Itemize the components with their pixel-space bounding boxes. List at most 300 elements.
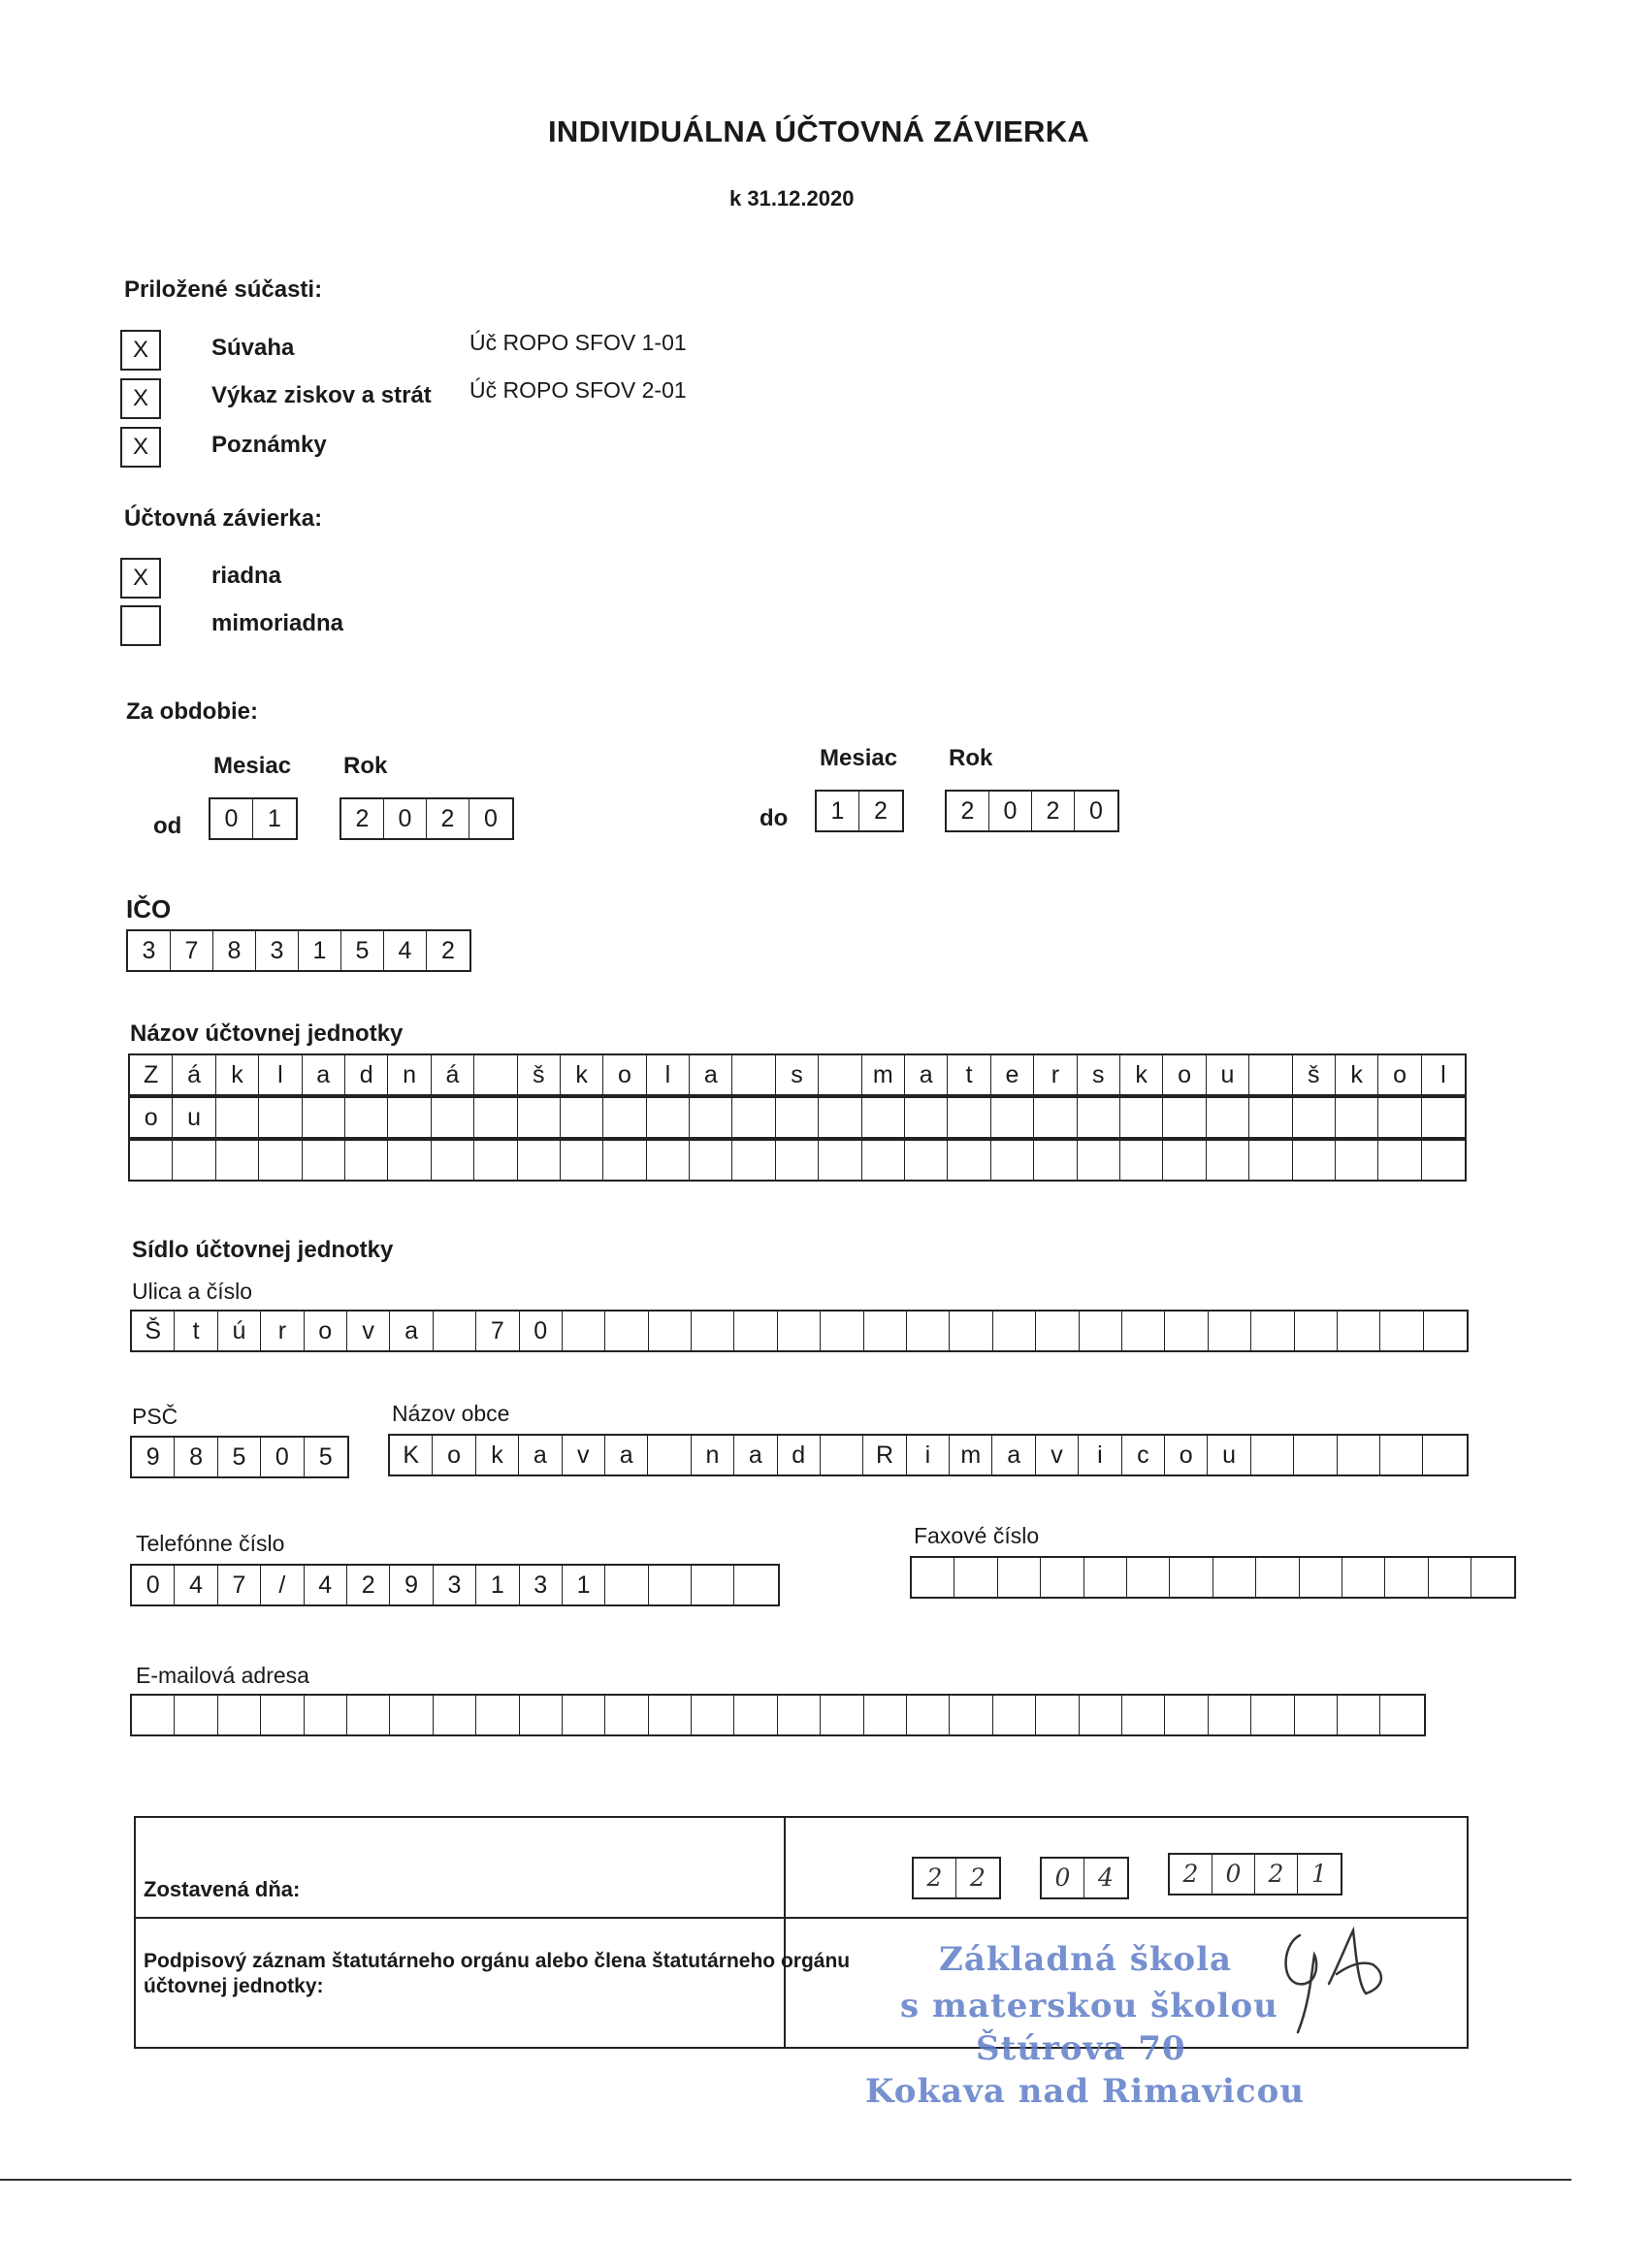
psc-field[interactable]: [130, 1436, 349, 1478]
char-cell[interactable]: [1127, 1558, 1170, 1597]
char-cell[interactable]: [1338, 1312, 1380, 1350]
fax-label: Faxové číslo: [914, 1523, 1040, 1548]
char-cell[interactable]: d: [345, 1055, 388, 1094]
char-cell[interactable]: 9: [132, 1438, 175, 1476]
ico-label: IČO: [126, 894, 172, 923]
bottom-rule: [0, 2179, 1571, 2181]
char-cell[interactable]: k: [1120, 1055, 1163, 1094]
closing-label-mimoriadna: mimoriadna: [211, 610, 344, 636]
char-cell[interactable]: 2: [1032, 792, 1075, 830]
report-date: k 31.12.2020: [729, 186, 855, 211]
char-cell[interactable]: [388, 1098, 431, 1137]
char-cell[interactable]: s: [1078, 1055, 1120, 1094]
char-cell[interactable]: 0: [520, 1312, 563, 1350]
char-cell[interactable]: r: [261, 1312, 304, 1350]
compiled-year-field[interactable]: [1168, 1853, 1342, 1895]
char-cell[interactable]: [647, 1141, 690, 1180]
stamp-line-2: s materskou školou: [900, 1987, 1278, 2025]
table-divider-vertical: [784, 1818, 786, 2047]
char-cell[interactable]: 3: [256, 931, 299, 970]
char-cell[interactable]: [1034, 1098, 1077, 1137]
char-cell[interactable]: [563, 1312, 605, 1350]
char-cell[interactable]: [303, 1141, 345, 1180]
char-cell[interactable]: [1041, 1558, 1083, 1597]
stamp-line-4: Kokava nad Rimavicou: [865, 2072, 1306, 2111]
char-cell[interactable]: Z: [130, 1055, 173, 1094]
char-cell[interactable]: [1293, 1141, 1336, 1180]
char-cell[interactable]: š: [518, 1055, 561, 1094]
char-cell[interactable]: [1165, 1312, 1208, 1350]
city-label: Názov obce: [392, 1401, 510, 1426]
char-cell[interactable]: 0: [989, 792, 1032, 830]
char-cell[interactable]: [518, 1098, 561, 1137]
char-cell[interactable]: [649, 1566, 692, 1604]
char-cell[interactable]: 0: [1089, 797, 1103, 825]
char-cell[interactable]: 3: [434, 1566, 476, 1604]
char-cell[interactable]: [1249, 1098, 1292, 1137]
char-cell[interactable]: 1: [268, 805, 281, 832]
period-label: Za obdobie:: [126, 698, 258, 725]
char-cell[interactable]: [603, 1098, 646, 1137]
stamp-line-3: Štúrova 70: [976, 2029, 1186, 2068]
char-cell[interactable]: [175, 1696, 217, 1734]
char-cell[interactable]: [1423, 1436, 1466, 1474]
char-cell[interactable]: 5: [318, 1443, 333, 1471]
char-cell[interactable]: [821, 1436, 863, 1474]
char-cell[interactable]: d: [778, 1436, 821, 1474]
signature-label-line-1: Podpisový záznam štatutárneho orgánu alebo člena štatutárneho orgánu: [144, 1950, 851, 1972]
char-cell[interactable]: [432, 1098, 474, 1137]
signature-label-line-2: účtovnej jednotky:: [144, 1975, 324, 1997]
char-cell[interactable]: [1034, 1141, 1077, 1180]
attachment-code-suvaha: Úč ROPO SFOV 1-01: [469, 330, 687, 355]
phone-label: Telefónne číslo: [136, 1531, 285, 1556]
attachment-code-vykaz: Úč ROPO SFOV 2-01: [469, 377, 687, 403]
char-cell[interactable]: [1378, 1098, 1421, 1137]
char-cell[interactable]: [907, 1312, 950, 1350]
char-cell[interactable]: [1249, 1141, 1292, 1180]
char-cell[interactable]: 0: [210, 799, 253, 838]
char-cell[interactable]: [991, 1098, 1034, 1137]
char-cell[interactable]: t: [948, 1055, 990, 1094]
char-cell[interactable]: o: [130, 1098, 173, 1137]
char-cell[interactable]: 2: [341, 799, 384, 838]
char-cell[interactable]: [1294, 1436, 1337, 1474]
char-cell[interactable]: [1471, 1558, 1514, 1597]
char-cell[interactable]: o: [603, 1055, 646, 1094]
char-cell[interactable]: [993, 1696, 1036, 1734]
char-cell[interactable]: 2: [947, 792, 989, 830]
char-cell[interactable]: o: [433, 1436, 475, 1474]
char-cell[interactable]: k: [476, 1436, 519, 1474]
char-cell[interactable]: [561, 1098, 603, 1137]
char-cell[interactable]: u: [1208, 1436, 1250, 1474]
char-cell[interactable]: [1120, 1098, 1163, 1137]
closing-checkbox-riadna[interactable]: X: [120, 558, 161, 599]
char-cell[interactable]: [948, 1098, 990, 1137]
char-cell[interactable]: [434, 1312, 476, 1350]
char-cell[interactable]: 1: [476, 1566, 519, 1604]
char-cell[interactable]: [132, 1696, 175, 1734]
compiled-label: Zostavená dňa:: [144, 1877, 301, 1901]
char-cell[interactable]: 5: [341, 931, 384, 970]
char-cell[interactable]: 7: [218, 1566, 261, 1604]
char-cell[interactable]: [819, 1141, 861, 1180]
char-cell[interactable]: v: [563, 1436, 605, 1474]
attachment-label-poznamky: Poznámky: [211, 432, 327, 458]
from-month-field[interactable]: [209, 797, 298, 840]
stamp-line-1: Základná škola: [939, 1940, 1233, 1979]
char-cell[interactable]: [1170, 1558, 1212, 1597]
char-cell[interactable]: [732, 1055, 775, 1094]
char-cell[interactable]: š: [1293, 1055, 1336, 1094]
char-cell[interactable]: [776, 1098, 819, 1137]
char-cell[interactable]: u: [1207, 1055, 1249, 1094]
char-cell[interactable]: 2: [427, 799, 469, 838]
compiled-day-field[interactable]: [912, 1857, 1001, 1899]
street-field[interactable]: [130, 1310, 1469, 1352]
char-cell[interactable]: [692, 1566, 734, 1604]
char-cell[interactable]: [1249, 1055, 1292, 1094]
char-cell[interactable]: [950, 1696, 992, 1734]
char-cell[interactable]: [1163, 1098, 1206, 1137]
char-cell[interactable]: v: [1036, 1436, 1079, 1474]
to-year-label: Rok: [949, 745, 993, 771]
char-cell[interactable]: 1: [1311, 1860, 1327, 1888]
char-cell[interactable]: [1080, 1696, 1122, 1734]
char-cell[interactable]: [1422, 1098, 1465, 1137]
char-cell[interactable]: [998, 1558, 1041, 1597]
char-cell[interactable]: [732, 1141, 775, 1180]
attachments-label: Priložené súčasti:: [124, 276, 323, 303]
char-cell[interactable]: [1078, 1141, 1120, 1180]
char-cell[interactable]: [1209, 1696, 1251, 1734]
char-cell[interactable]: [1251, 1312, 1294, 1350]
char-cell[interactable]: [173, 1141, 215, 1180]
char-cell[interactable]: [950, 1312, 992, 1350]
char-cell[interactable]: [991, 1141, 1034, 1180]
char-cell[interactable]: [1080, 1312, 1122, 1350]
char-cell[interactable]: [474, 1098, 517, 1137]
closing-checkbox-mimoriadna[interactable]: [120, 605, 161, 646]
char-cell[interactable]: 2: [874, 797, 888, 825]
closing-label-riadna: riadna: [211, 563, 282, 589]
char-cell[interactable]: [1036, 1312, 1079, 1350]
char-cell[interactable]: 4: [384, 931, 427, 970]
char-cell[interactable]: o: [1163, 1055, 1206, 1094]
char-cell[interactable]: [345, 1141, 388, 1180]
char-cell[interactable]: [1336, 1141, 1378, 1180]
char-cell[interactable]: [864, 1312, 907, 1350]
char-cell[interactable]: o: [305, 1312, 347, 1350]
char-cell[interactable]: [1207, 1098, 1249, 1137]
char-cell[interactable]: m: [862, 1055, 905, 1094]
char-cell[interactable]: [1380, 1436, 1423, 1474]
char-cell[interactable]: 8: [213, 931, 256, 970]
char-cell[interactable]: [692, 1312, 734, 1350]
psc-label: PSČ: [132, 1404, 178, 1429]
char-cell[interactable]: [563, 1696, 605, 1734]
char-cell[interactable]: [1338, 1696, 1380, 1734]
to-label: do: [760, 805, 789, 831]
char-cell[interactable]: [1380, 1696, 1423, 1734]
char-cell[interactable]: [912, 1558, 954, 1597]
char-cell[interactable]: [1338, 1436, 1380, 1474]
char-cell[interactable]: [1380, 1312, 1423, 1350]
char-cell[interactable]: [862, 1141, 905, 1180]
attachment-checkbox-poznamky[interactable]: X: [120, 427, 161, 468]
char-cell[interactable]: 1: [563, 1566, 605, 1604]
char-cell[interactable]: [603, 1141, 646, 1180]
seat-label: Sídlo účtovnej jednotky: [132, 1237, 394, 1263]
char-cell[interactable]: á: [432, 1055, 474, 1094]
attachment-checkbox-suvaha[interactable]: X: [120, 330, 161, 371]
to-month-field[interactable]: [815, 790, 904, 832]
char-cell[interactable]: v: [347, 1312, 390, 1350]
char-cell[interactable]: Š: [132, 1312, 175, 1350]
char-cell[interactable]: [218, 1696, 261, 1734]
char-cell[interactable]: [520, 1696, 563, 1734]
char-cell[interactable]: [778, 1696, 821, 1734]
char-cell[interactable]: [347, 1696, 390, 1734]
char-cell[interactable]: 2: [1170, 1855, 1212, 1894]
char-cell[interactable]: [732, 1098, 775, 1137]
char-cell[interactable]: 2: [347, 1566, 390, 1604]
attachment-label-suvaha: Súvaha: [211, 335, 295, 361]
char-cell[interactable]: [1207, 1141, 1249, 1180]
fax-field[interactable]: [910, 1556, 1516, 1599]
char-cell[interactable]: 7: [476, 1312, 519, 1350]
char-cell[interactable]: [1378, 1141, 1421, 1180]
char-cell[interactable]: [303, 1098, 345, 1137]
char-cell[interactable]: [259, 1098, 302, 1137]
char-cell[interactable]: [1295, 1312, 1338, 1350]
char-cell[interactable]: K: [390, 1436, 433, 1474]
char-cell[interactable]: 2: [914, 1859, 956, 1897]
char-cell[interactable]: [1209, 1312, 1251, 1350]
from-year-field[interactable]: [340, 797, 514, 840]
char-cell[interactable]: a: [303, 1055, 345, 1094]
char-cell[interactable]: [905, 1141, 948, 1180]
char-cell[interactable]: 0: [261, 1438, 304, 1476]
char-cell[interactable]: [476, 1696, 519, 1734]
ico-field[interactable]: [126, 929, 471, 972]
char-cell[interactable]: o: [1165, 1436, 1208, 1474]
char-cell[interactable]: [1342, 1558, 1385, 1597]
char-cell[interactable]: [954, 1558, 997, 1597]
email-label: E-mailová adresa: [136, 1663, 309, 1688]
char-cell[interactable]: á: [173, 1055, 215, 1094]
char-cell[interactable]: e: [991, 1055, 1034, 1094]
char-cell[interactable]: [1036, 1696, 1079, 1734]
char-cell[interactable]: [1424, 1312, 1467, 1350]
char-cell[interactable]: 0: [384, 799, 427, 838]
char-cell[interactable]: 1: [817, 792, 859, 830]
char-cell[interactable]: [1163, 1141, 1206, 1180]
char-cell[interactable]: [432, 1141, 474, 1180]
char-cell[interactable]: a: [905, 1055, 948, 1094]
char-cell[interactable]: [305, 1696, 347, 1734]
char-cell[interactable]: [474, 1055, 517, 1094]
char-cell[interactable]: 9: [390, 1566, 433, 1604]
char-cell[interactable]: [1295, 1696, 1338, 1734]
char-cell[interactable]: 5: [218, 1438, 261, 1476]
entity-name-row-2[interactable]: [128, 1096, 1467, 1139]
char-cell[interactable]: u: [173, 1098, 215, 1137]
char-cell[interactable]: [1122, 1696, 1165, 1734]
entity-name-label: Názov účtovnej jednotky: [130, 1021, 404, 1047]
char-cell[interactable]: [561, 1141, 603, 1180]
from-label: od: [153, 813, 182, 839]
char-cell[interactable]: 3: [128, 931, 171, 970]
char-cell[interactable]: [948, 1141, 990, 1180]
phone-field[interactable]: [130, 1564, 780, 1606]
char-cell[interactable]: [778, 1312, 821, 1350]
char-cell[interactable]: 0: [132, 1566, 175, 1604]
city-field[interactable]: [388, 1434, 1469, 1476]
char-cell[interactable]: [605, 1696, 648, 1734]
char-cell[interactable]: R: [863, 1436, 906, 1474]
char-cell[interactable]: s: [776, 1055, 819, 1094]
attachment-checkbox-vykaz[interactable]: X: [120, 378, 161, 419]
char-cell[interactable]: [776, 1141, 819, 1180]
to-month-label: Mesiac: [820, 745, 898, 771]
char-cell[interactable]: [905, 1098, 948, 1137]
char-cell[interactable]: 2: [970, 1863, 986, 1892]
char-cell[interactable]: [1122, 1312, 1165, 1350]
entity-name-row-3[interactable]: [128, 1139, 1467, 1182]
char-cell[interactable]: [993, 1312, 1036, 1350]
page-title: INDIVIDUÁLNA ÚČTOVNÁ ZÁVIERKA: [548, 114, 1090, 148]
char-cell[interactable]: [1293, 1098, 1336, 1137]
char-cell[interactable]: [821, 1312, 863, 1350]
char-cell[interactable]: [819, 1098, 861, 1137]
char-cell[interactable]: [345, 1098, 388, 1137]
char-cell[interactable]: [1422, 1141, 1465, 1180]
char-cell[interactable]: [648, 1436, 691, 1474]
char-cell[interactable]: [216, 1098, 259, 1137]
char-cell[interactable]: 4: [1098, 1863, 1114, 1892]
char-cell[interactable]: [692, 1696, 734, 1734]
char-cell[interactable]: a: [390, 1312, 433, 1350]
char-cell[interactable]: [388, 1141, 431, 1180]
char-cell[interactable]: [1165, 1696, 1208, 1734]
char-cell[interactable]: a: [605, 1436, 648, 1474]
char-cell[interactable]: o: [1378, 1055, 1421, 1094]
char-cell[interactable]: [434, 1696, 476, 1734]
char-cell[interactable]: [1336, 1098, 1378, 1137]
char-cell[interactable]: [821, 1696, 863, 1734]
to-year-field[interactable]: [945, 790, 1119, 832]
char-cell[interactable]: [819, 1055, 861, 1094]
char-cell[interactable]: [1429, 1558, 1471, 1597]
char-cell[interactable]: [1120, 1141, 1163, 1180]
attachment-label-vykaz: Výkaz ziskov a strát: [211, 382, 432, 408]
char-cell[interactable]: [259, 1141, 302, 1180]
char-cell[interactable]: [1251, 1436, 1294, 1474]
char-cell[interactable]: c: [1122, 1436, 1165, 1474]
char-cell[interactable]: 0: [484, 805, 498, 832]
char-cell[interactable]: l: [647, 1055, 690, 1094]
char-cell[interactable]: [261, 1696, 304, 1734]
char-cell[interactable]: k: [216, 1055, 259, 1094]
char-cell[interactable]: [474, 1141, 517, 1180]
char-cell[interactable]: 0: [1212, 1855, 1255, 1894]
char-cell[interactable]: [390, 1696, 433, 1734]
char-cell[interactable]: l: [259, 1055, 302, 1094]
char-cell[interactable]: [864, 1696, 907, 1734]
char-cell[interactable]: [1385, 1558, 1428, 1597]
char-cell[interactable]: [1213, 1558, 1256, 1597]
char-cell[interactable]: /: [261, 1566, 304, 1604]
char-cell[interactable]: 3: [520, 1566, 563, 1604]
char-cell[interactable]: [734, 1696, 777, 1734]
char-cell[interactable]: 2: [441, 937, 455, 964]
char-cell[interactable]: a: [519, 1436, 562, 1474]
char-cell[interactable]: n: [388, 1055, 431, 1094]
from-year-label: Rok: [343, 753, 388, 779]
char-cell[interactable]: [734, 1312, 777, 1350]
char-cell[interactable]: 0: [1042, 1859, 1084, 1897]
char-cell[interactable]: [647, 1098, 690, 1137]
compiled-month-field[interactable]: [1040, 1857, 1129, 1899]
char-cell[interactable]: [1300, 1558, 1342, 1597]
char-cell[interactable]: i: [907, 1436, 950, 1474]
char-cell[interactable]: k: [1336, 1055, 1378, 1094]
char-cell[interactable]: ú: [218, 1312, 261, 1350]
char-cell[interactable]: [649, 1696, 692, 1734]
char-cell[interactable]: 4: [305, 1566, 347, 1604]
char-cell[interactable]: l: [1440, 1061, 1446, 1088]
char-cell[interactable]: r: [1034, 1055, 1077, 1094]
char-cell[interactable]: [518, 1141, 561, 1180]
char-cell[interactable]: [1251, 1696, 1294, 1734]
char-cell[interactable]: t: [175, 1312, 217, 1350]
char-cell[interactable]: i: [1079, 1436, 1121, 1474]
char-cell[interactable]: [649, 1312, 692, 1350]
handwritten-signature: [1261, 1916, 1397, 2042]
street-label: Ulica a číslo: [132, 1279, 252, 1304]
from-month-label: Mesiac: [213, 753, 292, 779]
char-cell[interactable]: 2: [1255, 1855, 1298, 1894]
char-cell[interactable]: [605, 1312, 648, 1350]
char-cell[interactable]: a: [690, 1055, 732, 1094]
char-cell[interactable]: n: [692, 1436, 734, 1474]
char-cell[interactable]: [690, 1141, 732, 1180]
char-cell[interactable]: 4: [175, 1566, 217, 1604]
char-cell[interactable]: [1256, 1558, 1299, 1597]
char-cell[interactable]: 7: [171, 931, 213, 970]
closing-label: Účtovná závierka:: [124, 505, 323, 532]
char-cell[interactable]: [216, 1141, 259, 1180]
char-cell[interactable]: [130, 1141, 173, 1180]
char-cell[interactable]: k: [561, 1055, 603, 1094]
char-cell[interactable]: a: [734, 1436, 777, 1474]
char-cell[interactable]: [1078, 1098, 1120, 1137]
char-cell[interactable]: [690, 1098, 732, 1137]
char-cell[interactable]: [734, 1566, 777, 1604]
char-cell[interactable]: [1084, 1558, 1127, 1597]
char-cell[interactable]: 8: [175, 1438, 217, 1476]
email-field[interactable]: [130, 1694, 1426, 1736]
entity-name-row-1[interactable]: [128, 1053, 1467, 1096]
char-cell[interactable]: [907, 1696, 950, 1734]
char-cell[interactable]: a: [992, 1436, 1035, 1474]
char-cell[interactable]: 1: [299, 931, 341, 970]
char-cell[interactable]: m: [950, 1436, 992, 1474]
char-cell[interactable]: [862, 1098, 905, 1137]
char-cell[interactable]: [605, 1566, 648, 1604]
